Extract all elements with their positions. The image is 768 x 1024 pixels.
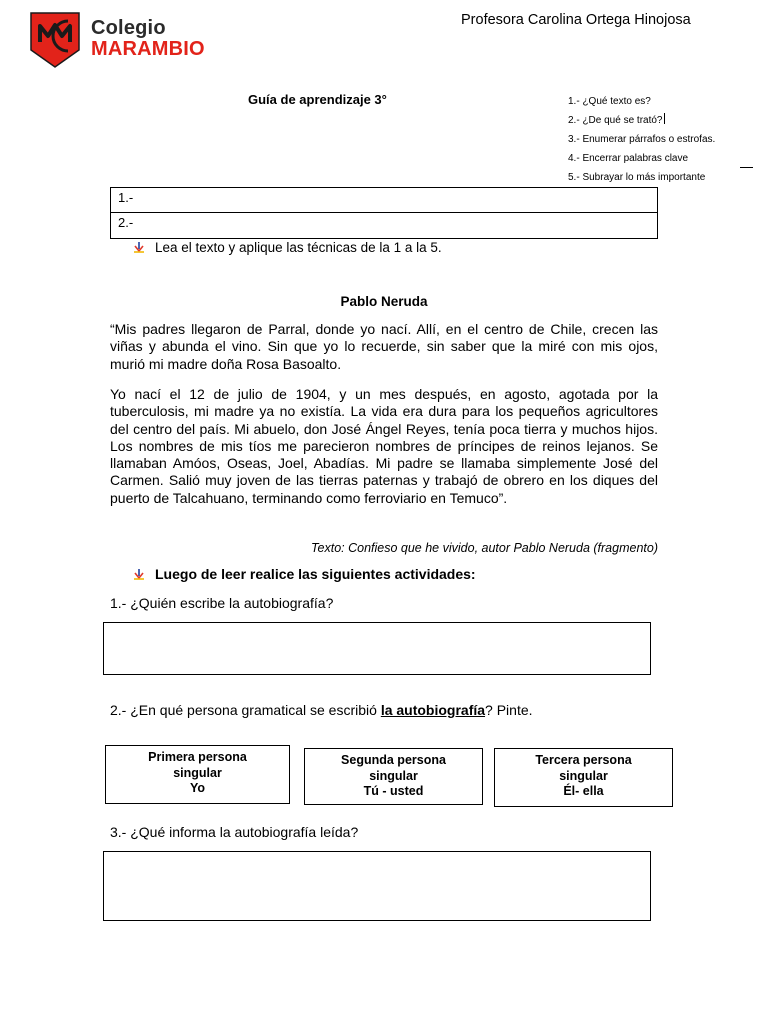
arrow-bullet-icon [133,568,145,580]
answer-row[interactable]: 2.- [111,212,657,236]
option-second-person[interactable]: Segunda persona singular Tú - usted [304,748,483,805]
step-item: 2.- ¿De qué se trató? [568,115,663,126]
arrow-bullet-icon [133,241,145,253]
step-item: 1.- ¿Qué texto es? [568,96,651,107]
technique-steps-list [568,92,715,187]
step-item: 5.- Subrayar lo más importante [568,172,706,183]
school-crest-icon [30,12,80,68]
step-item: 3.- Enumerar párrafos o estrofas. [568,134,716,145]
instruction: Lea el texto y aplique las técnicas de la 1 a la 5. [133,240,442,255]
answer-box-1[interactable] [103,622,651,675]
guide-title: Guía de aprendizaje 3° [248,92,387,107]
answer-box-3[interactable] [103,851,651,921]
answer-row[interactable]: 1.- [118,190,134,205]
blank-line [740,167,753,168]
answer-table [110,187,658,239]
text-paragraph: “Mis padres llegaron de Parral, donde yo nací. Allí, en el centro de Chile, crecen las viñas y abunda el vino. Sin que yo lo recuerde, sin saber que la miré con mis ojos, murió mi madre doña Rosa Basoalto. [110,321,658,372]
school-name-line1: Colegio [91,17,166,39]
step-item: 4.- Encerrar palabras clave [568,153,689,164]
question-3: 3.- ¿Qué informa la autobiografía leída? [110,824,359,840]
option-first-person[interactable]: Primera persona singular Yo [105,745,290,804]
question-2: 2.- ¿En qué persona gramatical se escribió la autobiografía? Pinte. [110,702,533,718]
teacher-name: Profesora Carolina Ortega Hinojosa [461,12,691,28]
question-1: 1.- ¿Quién escribe la autobiografía? [110,595,334,611]
activities-heading: Luego de leer realice las siguientes actividades: [133,566,476,582]
school-name-line2: MARAMBIO [91,38,205,60]
text-title: Pablo Neruda [340,294,428,309]
option-third-person[interactable]: Tercera persona singular Él- ella [494,748,673,807]
text-paragraph: Yo nací el 12 de julio de 1904, y un mes después, en agosto, agotada por la tuberculosis, mi madre ya no existía. La vida era dura para los pequeños agricultores del centro del país. Mi abuelo, don José Ángel Reyes, tenía poca tierra y muchos hijos. Los nombres de mis tíos me parecieron nombres de príncipes de reinos lejanos. Se llamaban Amóos, Oseas, Joel, Abadías. Mi padre se llamaba simplemente José del Carmen. Salió muy joven de las tierras paternas y trabajó de obrero en los diques del puerto de Talcahuano, terminando como ferroviario en Temuco”. [110,386,658,506]
text-source: Texto: Confieso que he vivido, autor Pablo Neruda (fragmento) [311,541,658,555]
